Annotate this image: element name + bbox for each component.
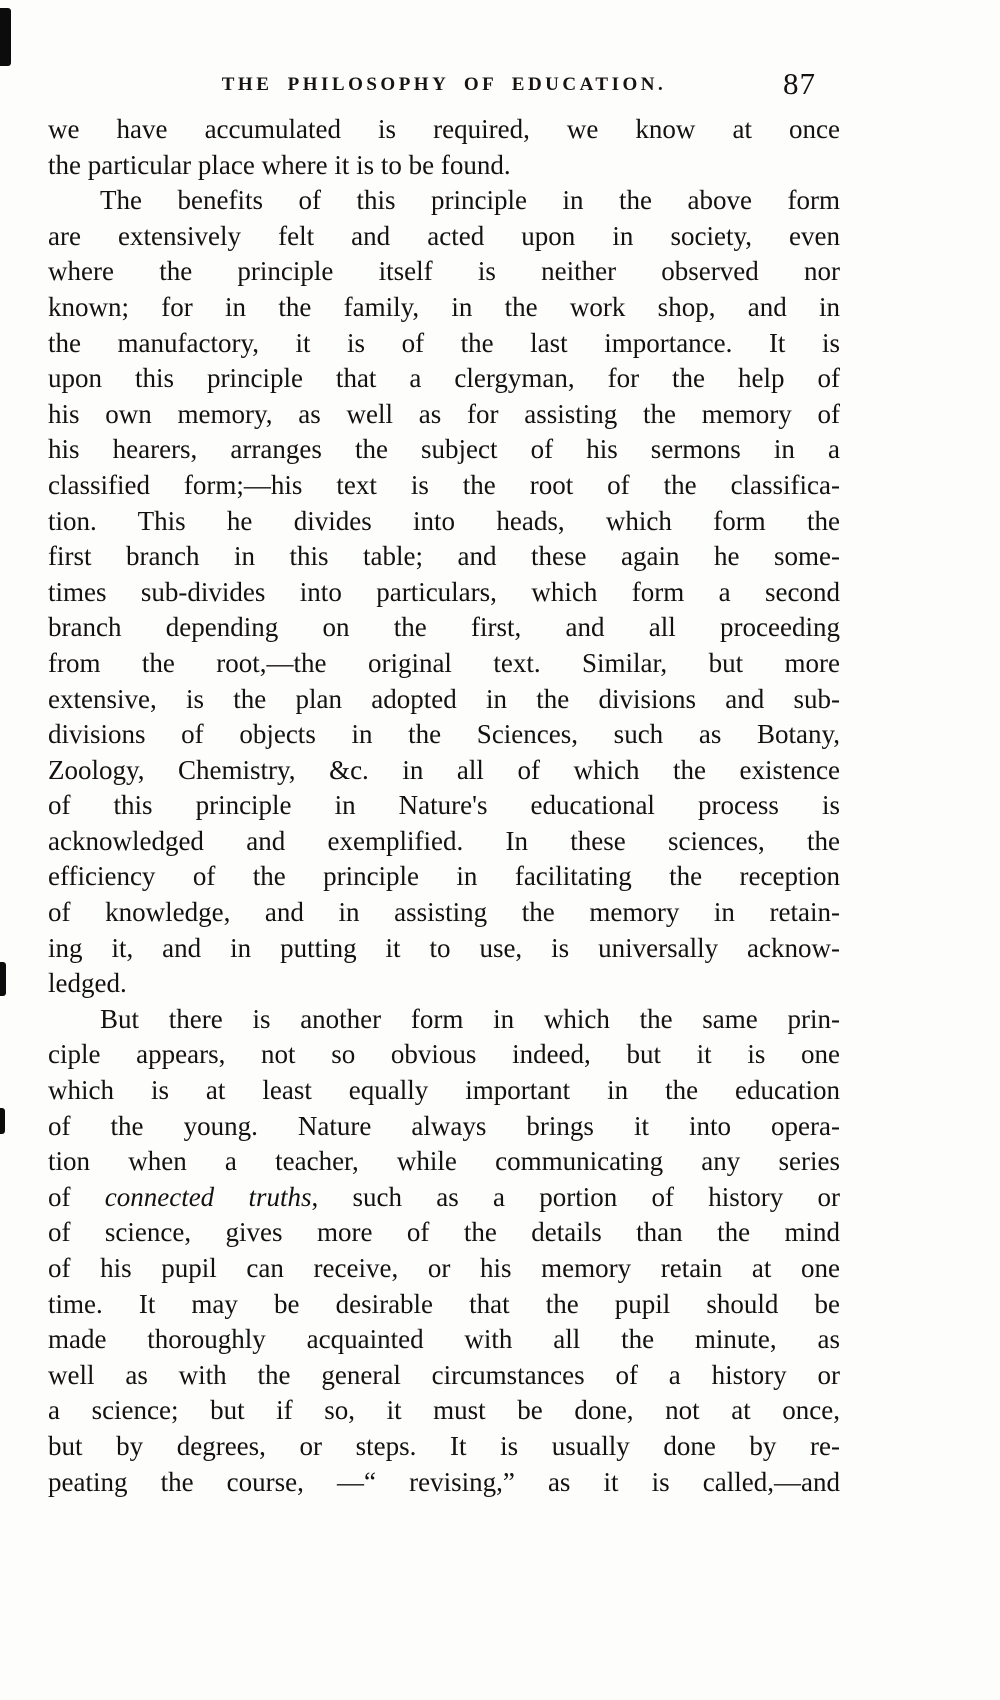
text-line: but by degrees, or steps. It is usually done by re- bbox=[48, 1430, 840, 1461]
text-line: ledged. bbox=[48, 968, 127, 999]
text-line: of his pupil can receive, or his memory retain at one bbox=[48, 1253, 840, 1283]
plain-text: of bbox=[48, 1181, 105, 1212]
text-line: of knowledge, and in assisting the memory in retain- bbox=[48, 897, 840, 928]
text-line: times sub-divides into particulars, which form a second bbox=[48, 576, 840, 607]
text-line: extensive, is the plan adopted in the divisions and sub- bbox=[48, 683, 840, 714]
text-line: time. It may be desirable that the pupil should be bbox=[48, 1288, 840, 1319]
text-line: of science, gives more of the details than the mind bbox=[48, 1217, 840, 1248]
text-line: divisions of objects in the Sciences, such as Botany, bbox=[48, 719, 840, 750]
italic-text: connected truths bbox=[104, 1181, 312, 1212]
text-line: efficiency of the principle in facilitating the reception bbox=[48, 861, 840, 892]
text-line: the manufactory, it is of the last importance. It is bbox=[48, 327, 840, 358]
paragraph bbox=[48, 112, 840, 183]
scan-artifact bbox=[0, 8, 11, 66]
text-line: upon this principle that a clergyman, for the help of bbox=[48, 363, 840, 394]
text-line: we have accumulated is required, we know at once bbox=[48, 114, 840, 144]
text-line: from the root,—the original text. Similar, but more bbox=[48, 647, 840, 678]
text-line: ciple appears, not so obvious indeed, but it is one bbox=[48, 1039, 840, 1070]
text-line: the particular place where it is to be found. bbox=[48, 149, 511, 180]
text-line: tion when a teacher, while communicating any series bbox=[48, 1146, 840, 1177]
text-line: tion. This he divides into heads, which form the bbox=[48, 505, 840, 536]
page-header bbox=[48, 66, 840, 101]
text-line: made thoroughly acquainted with all the minute, as bbox=[48, 1324, 840, 1355]
text-line: first branch in this table; and these again he some- bbox=[48, 541, 840, 572]
text-line: well as with the general circumstances of a history or bbox=[48, 1359, 840, 1390]
text-line: classified form;—his text is the root of the classifica- bbox=[48, 469, 840, 500]
text-line: a science; but if so, it must be done, not at once, bbox=[48, 1395, 840, 1426]
text-line: ing it, and in putting it to use, is universally acknow- bbox=[48, 932, 840, 963]
text-line: branch depending on the first, and all proceeding bbox=[48, 612, 840, 643]
page-number: 87 bbox=[783, 66, 816, 101]
text-line: his hearers, arranges the subject of his sermons in a bbox=[48, 434, 840, 465]
text-line: known; for in the family, in the work shop, and in bbox=[48, 291, 840, 322]
text-line: Zoology, Chemistry, &c. in all of which the existence bbox=[48, 754, 840, 785]
paragraph bbox=[48, 1002, 840, 1500]
running-title: THE PHILOSOPHY OF EDUCATION. bbox=[221, 74, 667, 95]
text-line: of this principle in Nature's educational process is bbox=[48, 790, 840, 821]
text-line: which is at least equally important in the education bbox=[48, 1075, 840, 1106]
paragraph bbox=[48, 183, 840, 1002]
page-body bbox=[48, 112, 840, 1500]
text-line: his own memory, as well as for assisting the memory of bbox=[48, 398, 840, 429]
scan-artifact bbox=[0, 1108, 5, 1134]
text-line: peating the course, —“ revising,” as it is called,—and bbox=[48, 1466, 840, 1497]
text-line: The benefits of this principle in the above form bbox=[100, 185, 840, 216]
text-line: where the principle itself is neither observed nor bbox=[48, 256, 840, 287]
text-line: acknowledged and exemplified. In these sciences, the bbox=[48, 825, 840, 856]
text-line bbox=[48, 1180, 840, 1216]
plain-text: , such as a portion of history or bbox=[311, 1181, 840, 1212]
text-line: of the young. Nature always brings it into opera- bbox=[48, 1110, 840, 1141]
text-line: But there is another form in which the same prin- bbox=[100, 1003, 840, 1034]
text-line: are extensively felt and acted upon in society, even bbox=[48, 220, 840, 251]
scan-artifact bbox=[0, 962, 6, 996]
